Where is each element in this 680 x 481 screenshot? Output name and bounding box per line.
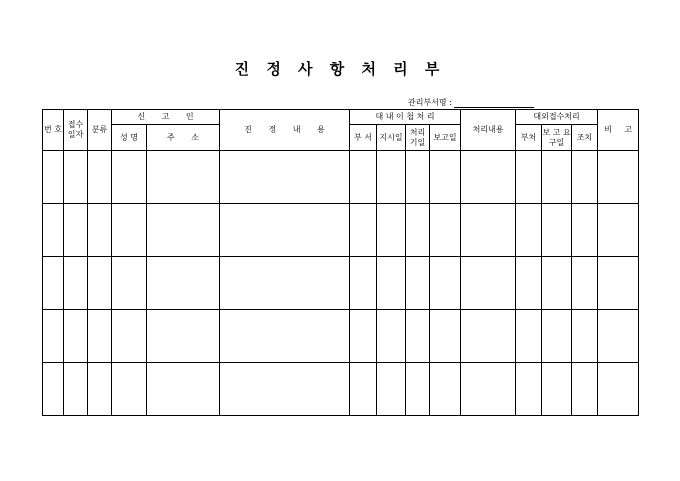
header-reporter-group-text: 신 고 인 [137,112,194,121]
header-external-dept-text: 부처 [520,132,537,142]
cell-external-action[interactable] [572,151,598,204]
cell-external-action[interactable] [572,363,598,416]
cell-external-action[interactable] [572,310,598,363]
header-internal-instruct-date-text: 지시일 [379,132,403,142]
header-external-report-req-date [542,125,572,151]
cell-number[interactable] [43,204,64,257]
header-reporter-address [147,125,220,151]
cell-receipt-date[interactable] [64,151,88,204]
cell-internal-dept[interactable] [350,310,377,363]
header-internal-group-text: 대 내 이 첩 처 리 [375,112,435,121]
cell-reporter-address[interactable] [147,204,220,257]
cell-reporter-name[interactable] [112,204,147,257]
cell-petition-content[interactable] [220,151,350,204]
header-remarks-text: 비 고 [604,125,633,134]
cell-processing-content[interactable] [461,204,516,257]
cell-processing-content[interactable] [461,257,516,310]
cell-internal-instruct-date[interactable] [377,310,406,363]
cell-external-report-req-date[interactable] [542,257,572,310]
cell-number[interactable] [43,151,64,204]
cell-reporter-address[interactable] [147,363,220,416]
cell-receipt-date[interactable] [64,257,88,310]
header-internal-deadline-text: 처리 기일 [409,127,426,147]
cell-external-dept[interactable] [516,204,542,257]
cell-petition-content[interactable] [220,310,350,363]
cell-internal-report-date[interactable] [430,363,461,416]
cell-external-dept[interactable] [516,363,542,416]
cell-category[interactable] [88,363,112,416]
cell-remarks[interactable] [598,310,639,363]
header-internal-report-date-text: 보고일 [433,132,457,142]
header-external-report-req-date-text: 보 고 요구일 [542,127,571,147]
header-receipt-date-text: 접수 일자 [67,120,84,139]
cell-external-action[interactable] [572,257,598,310]
cell-petition-content[interactable] [220,204,350,257]
header-reporter-address-text: 주 소 [167,132,199,142]
header-external-group-text: 대외접수처리 [533,112,580,121]
department-name-field[interactable] [454,99,534,108]
header-category-text: 분류 [91,125,108,134]
cell-remarks[interactable] [598,151,639,204]
cell-reporter-name[interactable] [112,363,147,416]
header-external-action [572,125,598,151]
table-row [43,363,639,416]
cell-receipt-date[interactable] [64,204,88,257]
cell-internal-dept[interactable] [350,151,377,204]
header-processing-content-text: 처리내용 [472,125,504,134]
cell-reporter-name[interactable] [112,310,147,363]
cell-processing-content[interactable] [461,363,516,416]
header-petition-content [220,110,350,151]
cell-internal-dept[interactable] [350,257,377,310]
cell-receipt-date[interactable] [64,310,88,363]
cell-petition-content[interactable] [220,257,350,310]
cell-reporter-address[interactable] [147,310,220,363]
cell-internal-report-date[interactable] [430,310,461,363]
header-remarks [598,110,639,151]
header-petition-content-text: 진 정 내 용 [244,125,325,134]
cell-remarks[interactable] [598,363,639,416]
cell-reporter-address[interactable] [147,257,220,310]
petition-register-table [42,109,639,416]
cell-reporter-name[interactable] [112,257,147,310]
header-reporter-name [112,125,147,151]
header-internal-dept-text: 부 서 [354,132,372,142]
cell-category[interactable] [88,204,112,257]
header-internal-group [350,110,461,125]
department-label-text: 관리부서명 : [408,98,452,107]
cell-external-report-req-date[interactable] [542,151,572,204]
cell-external-dept[interactable] [516,310,542,363]
cell-petition-content[interactable] [220,363,350,416]
header-internal-dept [350,125,377,151]
header-number [43,110,64,151]
cell-receipt-date[interactable] [64,363,88,416]
cell-internal-deadline[interactable] [406,363,430,416]
cell-internal-deadline[interactable] [406,310,430,363]
header-reporter-group [112,110,220,125]
header-category [88,110,112,151]
department-label [408,97,534,108]
cell-internal-dept[interactable] [350,363,377,416]
cell-internal-report-date[interactable] [430,257,461,310]
header-internal-instruct-date [377,125,406,151]
cell-number[interactable] [43,310,64,363]
cell-internal-instruct-date[interactable] [377,204,406,257]
cell-internal-deadline[interactable] [406,204,430,257]
document-title: 진 정 사 항 처 리 부 [234,60,446,78]
cell-processing-content[interactable] [461,151,516,204]
cell-internal-dept[interactable] [350,204,377,257]
cell-internal-instruct-date[interactable] [377,257,406,310]
header-number-text: 번 호 [44,125,62,134]
cell-external-dept[interactable] [516,151,542,204]
header-internal-report-date [430,125,461,151]
table-row [43,310,639,363]
table-row [43,204,639,257]
cell-internal-report-date[interactable] [430,204,461,257]
cell-internal-instruct-date[interactable] [377,151,406,204]
cell-internal-deadline[interactable] [406,151,430,204]
header-external-action-text: 조치 [576,132,593,142]
cell-processing-content[interactable] [461,310,516,363]
cell-external-report-req-date[interactable] [542,310,572,363]
header-internal-deadline [406,125,430,151]
cell-internal-deadline[interactable] [406,257,430,310]
header-external-group [516,110,598,125]
header-processing-content [461,110,516,151]
cell-external-report-req-date[interactable] [542,204,572,257]
cell-reporter-address[interactable] [147,151,220,204]
cell-internal-report-date[interactable] [430,151,461,204]
cell-remarks[interactable] [598,204,639,257]
header-receipt-date [64,110,88,151]
cell-remarks[interactable] [598,257,639,310]
table-row [43,257,639,310]
header-external-dept [516,125,542,151]
cell-number[interactable] [43,363,64,416]
header-reporter-name-text: 성 명 [120,132,138,142]
cell-reporter-name[interactable] [112,151,147,204]
cell-internal-instruct-date[interactable] [377,363,406,416]
cell-external-dept[interactable] [516,257,542,310]
cell-category[interactable] [88,257,112,310]
table-row [43,151,639,204]
cell-number[interactable] [43,257,64,310]
cell-external-report-req-date[interactable] [542,363,572,416]
cell-category[interactable] [88,151,112,204]
cell-external-action[interactable] [572,204,598,257]
header-row-1 [43,110,639,125]
cell-category[interactable] [88,310,112,363]
